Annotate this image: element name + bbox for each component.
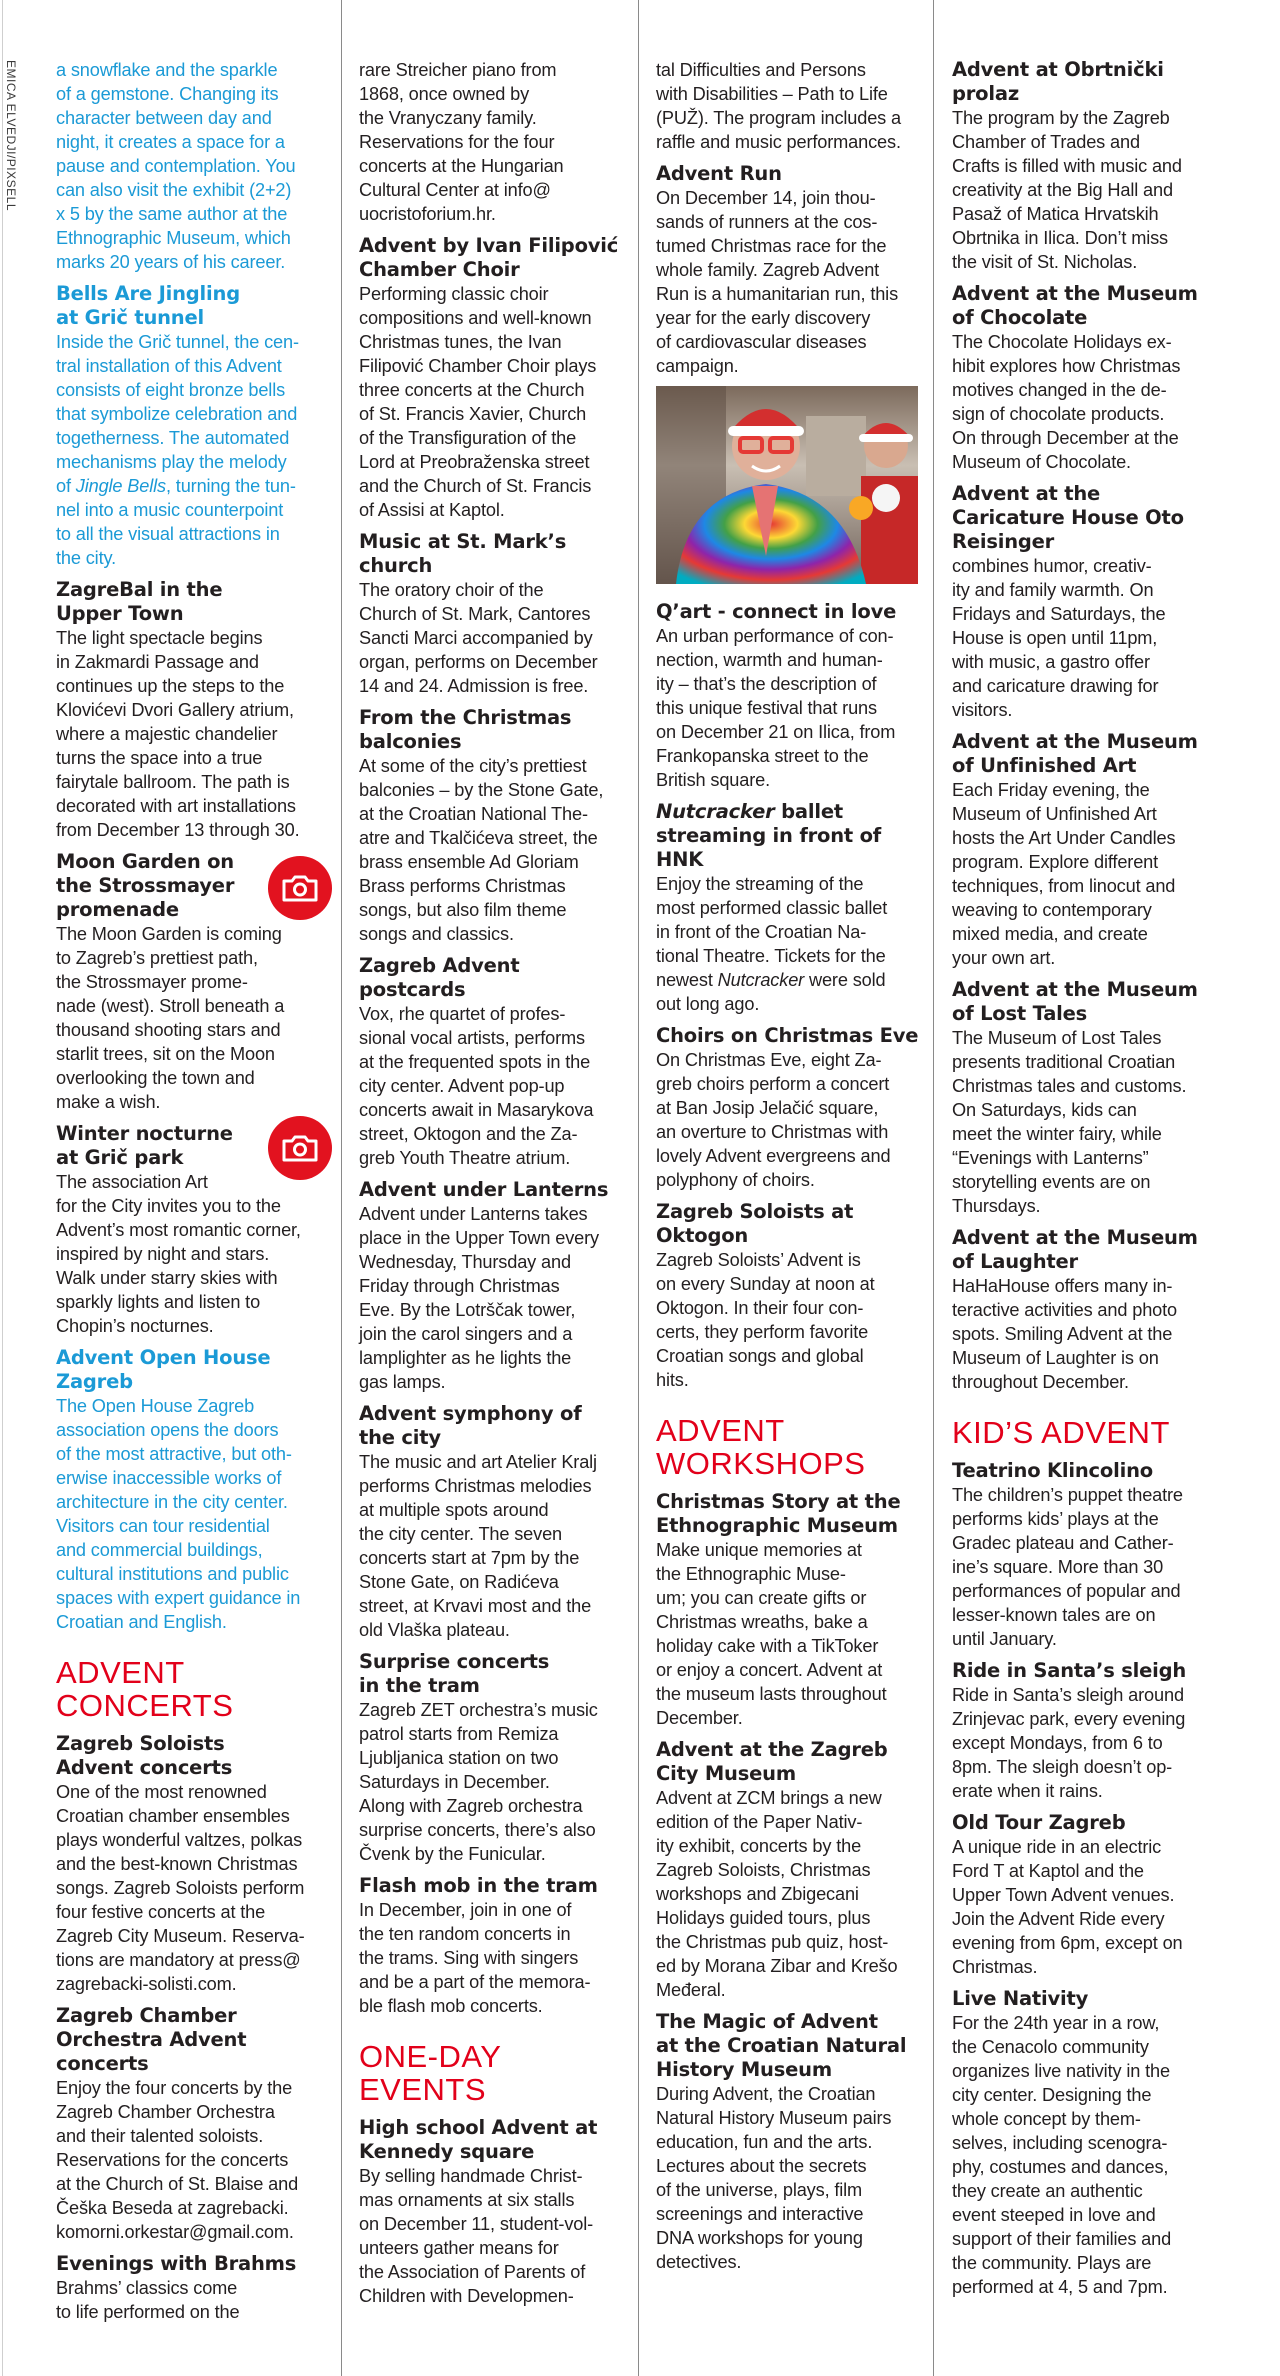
article-ethnographic-museum xyxy=(656,1490,922,1730)
column-divider xyxy=(933,0,934,2376)
article-body: On December 14, join thou- sands of runners at the cos- tumed Christmas race for the whole family. Zagreb Advent Run is a humanitarian run, this year for the early discovery of cardiovascular diseases campaign. xyxy=(656,188,899,376)
article-evenings-brahms xyxy=(56,2252,328,2324)
runner-illustration xyxy=(656,386,918,584)
article-santa-sleigh xyxy=(952,1659,1220,1803)
article-body: Make unique memories at the Ethnographic Muse- um; you can create gifts or Christmas wreaths, bake a holiday cake with a TikToker or enjoy a concert. Advent at the museum lasts throughout December. xyxy=(656,1540,887,1728)
page-edge-rule xyxy=(2,0,3,2376)
article-advent-run xyxy=(656,162,922,378)
article-title: Ride in Santa’s sleigh xyxy=(952,1659,1187,1682)
continuation-high-school xyxy=(656,58,922,154)
article-body: tal Difficulties and Persons with Disabilities – Path to Life (PUŽ). The program includes a raffle and music performances. xyxy=(656,60,901,152)
article-body: The music and art Atelier Kralj performs Christmas melodies at multiple spots around the city center. The seven concerts start at 7pm by the Stone Gate, on Radićeva street, at Krvavi most and the old Vlaška plateau. xyxy=(359,1452,597,1640)
article-title: Surprise concerts in the tram xyxy=(359,1650,550,1697)
article-title: Zagreb Advent postcards xyxy=(359,954,520,1001)
advent-run-photo xyxy=(656,386,918,584)
article-title: Moon Garden on the Strossmayer promenade xyxy=(56,850,235,921)
article-title: Evenings with Brahms xyxy=(56,2252,297,2275)
article-live-nativity xyxy=(952,1987,1220,2299)
article-body: The Museum of Lost Tales presents traditional Croatian Christmas tales and customs. On Saturdays, kids can meet the winter fairy, while “Evenings with Lanterns” storytelling events are on Thursdays. xyxy=(952,1028,1187,1216)
section-title-one-day-events: ONE-DAY EVENTS xyxy=(359,2039,502,2107)
article-body: HaHaHouse offers many in- teractive activities and photo spots. Smiling Advent at the Museum of Laughter is on throughout December. xyxy=(952,1276,1177,1392)
article-title: The Magic of Advent at the Croatian Natural History Museum xyxy=(656,2010,907,2081)
article-body: For the 24th year in a row, the Cenacolo community organizes live nativity in the city center. Designing the whole concept by them- selves, including scenogra- phy, costumes and dances, they create an authentic event steeped in love and support of their families and the community. Plays are performed at 4, 5 and 7pm. xyxy=(952,2013,1172,2297)
column-2 xyxy=(359,58,627,2316)
article-title: Choirs on Christmas Eve xyxy=(656,1024,919,1047)
article-symphony-city xyxy=(359,1402,627,1642)
article-body: combines humor, creativ- ity and family warmth. On Fridays and Saturdays, the House is open until 11pm, with music, a gastro offer and caricature drawing for visitors. xyxy=(952,556,1166,720)
article-title: Advent at the Caricature House Oto Reisinger xyxy=(952,482,1184,553)
article-title: Advent Open House Zagreb xyxy=(56,1346,271,1393)
section-title-advent-concerts: ADVENT CONCERTS xyxy=(56,1655,234,1723)
article-body: Each Friday evening, the Museum of Unfinished Art hosts the Art Under Candles program. Explore different techniques, from linocut and weaving to contemporary mixed media, and create your own art. xyxy=(952,780,1176,968)
article-title: Advent by Ivan Filipović Chamber Choir xyxy=(359,234,619,281)
article-body: The oratory choir of the Church of St. Mark, Cantores Sancti Marci accompanied by organ, performs on December 14 and 24. Admission is free. xyxy=(359,580,598,696)
article-body: Ride in Santa’s sleigh around Zrinjevac park, every evening except Mondays, from 6 to 8pm. The sleigh doesn’t op- erate when it rains. xyxy=(952,1685,1186,1801)
article-bells-jingling xyxy=(56,282,328,570)
article-zagrebal xyxy=(56,578,328,842)
article-body: Zagreb Soloists’ Advent is on every Sunday at noon at Oktogon. In their four con- certs, they perform favorite Croatian songs and global hits. xyxy=(656,1250,875,1390)
article-title: Winter nocturne at Grič park xyxy=(56,1122,233,1169)
article-title: Advent Run xyxy=(656,162,782,185)
article-body: Advent at ZCM brings a new edition of the Paper Nativ- ity exhibit, concerts by the Zagreb Soloists, Christmas workshops and Zbigecani Holidays guided tours, plus the Christmas pub quiz, host- ed by Morana Zibar and Krešo Međeral. xyxy=(656,1788,898,2000)
article-body: Inside the Grič tunnel, the cen- tral installation of this Advent consists of eight bronze bells that symbolize celebration and togetherness. The automated mechanisms play the melody of Jingle Bells, turning the tun- nel into a music counterpoint to all the visual attractions in the city. xyxy=(56,332,299,568)
article-body: During Advent, the Croatian Natural History Museum pairs education, fun and the arts. Lectures about the secrets of the universe, plays, film screenings and interactive DNA workshops for young detectives. xyxy=(656,2084,892,2272)
article-title: Teatrino Klincolino xyxy=(952,1459,1153,1482)
article-high-school-advent xyxy=(359,2116,627,2308)
article-body: An urban performance of con- nection, warmth and human- ity – that’s the description of this unique festival that runs on December 21 on Ilica, from Frankopanska street to the British square. xyxy=(656,626,896,790)
article-body: Zagreb ZET orchestra’s music patrol starts from Remiza Ljubljanica station on two Saturdays in December. Along with Zagreb orchestra surprise concerts, there’s also Čvenk by the Funicular. xyxy=(359,1700,598,1864)
article-body: By selling handmade Christ- mas ornaments at six stalls on December 11, student-vol- unteers gather means for the Association of Parents of Children with Developmen- xyxy=(359,2166,594,2306)
column-1 xyxy=(56,58,328,2332)
article-winter-nocturne xyxy=(56,1122,328,1338)
article-obrtnicki-prolaz xyxy=(952,58,1220,274)
article-body: The children’s puppet theatre performs kids’ plays at the Gradec plateau and Cather- ine’s square. More than 30 performances of popular and lesser-known tales are on until January. xyxy=(952,1485,1183,1649)
article-title: Live Nativity xyxy=(952,1987,1089,2010)
article-body: At some of the city’s prettiest balconies – by the Stone Gate, at the Croatian National The- atre and Tkalčićeva street, the brass ensemble Ad Gloriam Brass performs Christmas songs, but also film theme songs and classics. xyxy=(359,756,604,944)
article-title: From the Christmas balconies xyxy=(359,706,572,753)
article-caricature-house xyxy=(952,482,1220,722)
photo-credit: EMICA ELVEDJI/PIXSELL xyxy=(4,60,18,212)
article-title: Nutcracker ballet streaming in front of HNK xyxy=(656,800,882,871)
article-body: In December, join in one of the ten random concerts in the trams. Sing with singers and be a part of the memora- ble flash mob concerts. xyxy=(359,1900,591,2016)
article-body: Vox, rhe quartet of profes- sional vocal artists, performs at the frequented spots in the city center. Advent pop-up concerts await in Masarykova street, Oktogon and the Za- greb Youth Theatre atrium. xyxy=(359,1004,594,1168)
article-title: Q’art - connect in love xyxy=(656,600,897,623)
article-city-museum xyxy=(656,1738,922,2002)
column-4 xyxy=(952,58,1220,2307)
article-title: Music at St. Mark’s church xyxy=(359,530,567,577)
article-body: The Moon Garden is coming to Zagreb’s prettiest path, the Strossmayer prome- nade (west). Stroll beneath a thousand shooting stars and starlit trees, sit on the Moon overlooking the town and make a wish. xyxy=(56,924,285,1112)
article-title: Advent at the Museum of Chocolate xyxy=(952,282,1198,329)
article-advent-postcards xyxy=(359,954,627,1170)
article-body: The program by the Zagreb Chamber of Trades and Crafts is filled with music and creativity at the Big Hall and Pasaž of Matica Hrvatskih Obrtnika in Ilica. Don’t miss the visit of St. Nicholas. xyxy=(952,108,1182,272)
article-title: Bells Are Jingling at Grič tunnel xyxy=(56,282,240,329)
article-nutcracker xyxy=(656,800,922,1016)
article-natural-history-museum xyxy=(656,2010,922,2274)
section-title-advent-workshops: ADVENT WORKSHOPS xyxy=(656,1413,866,1481)
article-title: Christmas Story at the Ethnographic Museum xyxy=(656,1490,901,1537)
column-divider xyxy=(638,0,639,2376)
camera-icon xyxy=(268,856,332,920)
article-title: Advent at the Zagreb City Museum xyxy=(656,1738,888,1785)
article-qart xyxy=(656,600,922,792)
article-choirs-christmas-eve xyxy=(656,1024,922,1192)
article-soloists-oktogon xyxy=(656,1200,922,1392)
article-title: Zagreb Soloists Advent concerts xyxy=(56,1732,233,1779)
continuation-brahms xyxy=(359,58,627,226)
article-title: High school Advent at Kennedy square xyxy=(359,2116,598,2163)
intro-continuation xyxy=(56,58,328,274)
article-unfinished-art xyxy=(952,730,1220,970)
article-title: Advent at Obrtnički prolaz xyxy=(952,58,1164,105)
article-body: a snowflake and the sparkle of a gemstone. Changing its character between day and night, it creates a space for a pause and contemplation. You can also visit the exhibit (2+2) x 5 by the same author at the Ethnographic Museum, which marks 20 years of his career. xyxy=(56,60,296,272)
article-body: One of the most renowned Croatian chamber ensembles plays wonderful valtzes, polkas and the best-known Christmas songs. Zagreb Soloists perform four festive concerts at the Zagreb City Museum. Reserva- tions are mandatory at press@ zagrebacki-solisti.com. xyxy=(56,1782,305,1994)
article-under-lanterns xyxy=(359,1178,627,1394)
article-zagreb-soloists xyxy=(56,1732,328,1996)
article-title: Advent at the Museum of Lost Tales xyxy=(952,978,1198,1025)
section-title-kids-advent: KID’S ADVENT xyxy=(952,1415,1170,1450)
article-body: The association Art for the City invites you to the Advent’s most romantic corner, inspired by night and stars. Walk under starry skies with sparkly lights and listen to Chopin’s nocturnes. xyxy=(56,1172,301,1336)
article-christmas-balconies xyxy=(359,706,627,946)
article-old-tour-zagreb xyxy=(952,1811,1220,1979)
article-teatrino-klincolino xyxy=(952,1459,1220,1651)
article-body: The Chocolate Holidays ex- hibit explores how Christmas motives changed in the de- sign of chocolate products. On through December at the Museum of Chocolate. xyxy=(952,332,1181,472)
article-filipovic-choir xyxy=(359,234,627,522)
article-title: Zagreb Chamber Orchestra Advent concerts xyxy=(56,2004,247,2075)
article-surprise-tram xyxy=(359,1650,627,1866)
article-title: Advent at the Museum of Unfinished Art xyxy=(952,730,1198,777)
column-divider xyxy=(341,0,342,2376)
article-body: The Open House Zagreb association opens the doors of the most attractive, but oth- erwise inaccessible works of architecture in the city center. Visitors can tour residential and commercial buildings, cultural institutions and public spaces with expert guidance in Croatian and English. xyxy=(56,1396,301,1632)
camera-icon xyxy=(268,1116,332,1180)
article-body: rare Streicher piano from 1868, once owned by the Vranyczany family. Reservations for the four concerts at the Hungarian Cultural Center at info@ uocristoforium.hr. xyxy=(359,60,564,224)
article-open-house xyxy=(56,1346,328,1634)
article-body: Brahms’ classics come to life performed on the xyxy=(56,2278,240,2322)
article-body: Advent under Lanterns takes place in the Upper Town every Wednesday, Thursday and Friday through Christmas Eve. By the Lotrščak tower, join the carol singers and a lamplighter as he lights the gas lamps. xyxy=(359,1204,599,1392)
article-title: Advent under Lanterns xyxy=(359,1178,609,1201)
article-title: ZagreBal in the Upper Town xyxy=(56,578,223,625)
article-flash-mob xyxy=(359,1874,627,2018)
article-st-marks xyxy=(359,530,627,698)
article-body: On Christmas Eve, eight Za- greb choirs perform a concert at Ban Josip Jelačić square, an overture to Christmas with lovely Advent evergreens and polyphony of choirs. xyxy=(656,1050,891,1190)
article-body: A unique ride in an electric Ford T at Kaptol and the Upper Town Advent venues. Join the Advent Ride every evening from 6pm, except on Christmas. xyxy=(952,1837,1183,1977)
article-museum-laughter xyxy=(952,1226,1220,1394)
article-title: Flash mob in the tram xyxy=(359,1874,598,1897)
article-body: Performing classic choir compositions and well-known Christmas tunes, the Ivan Filipović Chamber Choir plays three concerts at the Church of St. Francis Xavier, Church of the Transfiguration of the Lord at Preobraženska street and the Church of St. Francis of Assisi at Kaptol. xyxy=(359,284,597,520)
article-title: Advent symphony of the city xyxy=(359,1402,582,1449)
article-chamber-orchestra xyxy=(56,2004,328,2244)
article-title: Old Tour Zagreb xyxy=(952,1811,1126,1834)
article-title: Zagreb Soloists at Oktogon xyxy=(656,1200,854,1247)
article-museum-chocolate xyxy=(952,282,1220,474)
article-body: Enjoy the streaming of the most performed classic ballet in front of the Croatian Na- tional Theatre. Tickets for the newest Nutcracker were sold out long ago. xyxy=(656,874,888,1014)
article-body: The light spectacle begins in Zakmardi Passage and continues up the steps to the Klovićevi Dvori Gallery atrium, where a majestic chandelier turns the space into a true fairytale ballroom. The path is decorated with art installations from December 13 through 30. xyxy=(56,628,300,840)
article-title: Advent at the Museum of Laughter xyxy=(952,1226,1198,1273)
column-3 xyxy=(656,58,922,2282)
article-lost-tales xyxy=(952,978,1220,1218)
article-moon-garden xyxy=(56,850,328,1114)
article-body: Enjoy the four concerts by the Zagreb Chamber Orchestra and their talented soloists. Reservations for the concerts at the Church of St. Blaise and Češka Beseda at zagrebacki. komorni.orkestar@gmail.com. xyxy=(56,2078,299,2242)
